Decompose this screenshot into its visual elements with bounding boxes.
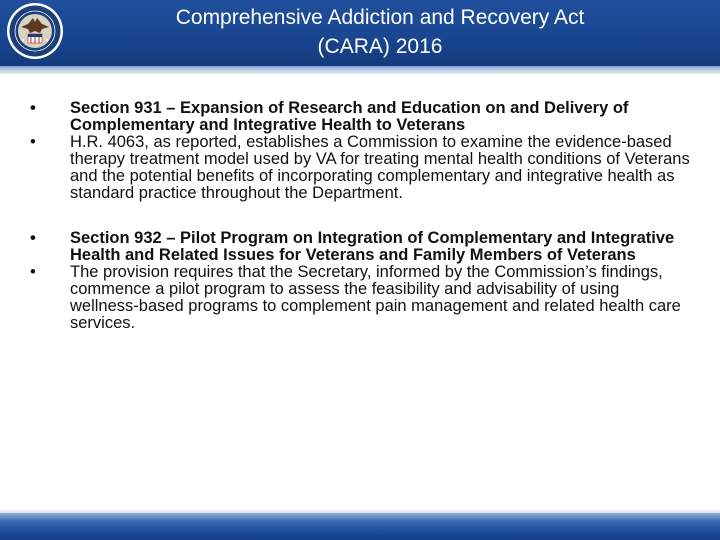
bullet-glyph: • bbox=[30, 263, 36, 281]
title-line-2: (CARA) 2016 bbox=[317, 35, 443, 58]
bullet-glyph: • bbox=[30, 99, 36, 117]
content-body bbox=[30, 100, 690, 332]
bullet-glyph: • bbox=[30, 133, 36, 151]
bullet-text: H.R. 4063, as reported, establishes a Commission to examine the evidence-based therapy treatment model used by VA for treating mental health conditions of Veterans and the potential benefits of incorporating complementary and integrative health as standard practice throughout the Department. bbox=[70, 133, 690, 202]
va-seal-icon bbox=[6, 2, 64, 60]
bullet-section-931 bbox=[30, 100, 690, 134]
title-line-1: Comprehensive Addiction and Recovery Act bbox=[175, 6, 585, 29]
group-spacer bbox=[30, 202, 690, 230]
bullet-text: The provision requires that the Secretary, informed by the Commission’s findings, commence a pilot program to assess the feasibility and advisability of using wellness-based programs to complement pain management and related health care services. bbox=[70, 263, 681, 332]
footer-bar bbox=[0, 513, 720, 540]
bullet-glyph: • bbox=[30, 229, 36, 247]
bullet-text: Section 931 – Expansion of Research and Education on and Delivery of Complementary and Integrative Health to Veterans bbox=[70, 99, 629, 134]
bullet-hr-4063 bbox=[30, 134, 690, 202]
page-title bbox=[90, 3, 670, 61]
bullet-section-932 bbox=[30, 230, 690, 264]
header-stripe bbox=[0, 66, 720, 74]
bullet-pilot-provision bbox=[30, 264, 690, 332]
bullet-text: Section 932 – Pilot Program on Integration of Complementary and Integrative Health and Related Issues for Veterans and Family Members of Veterans bbox=[70, 229, 675, 264]
